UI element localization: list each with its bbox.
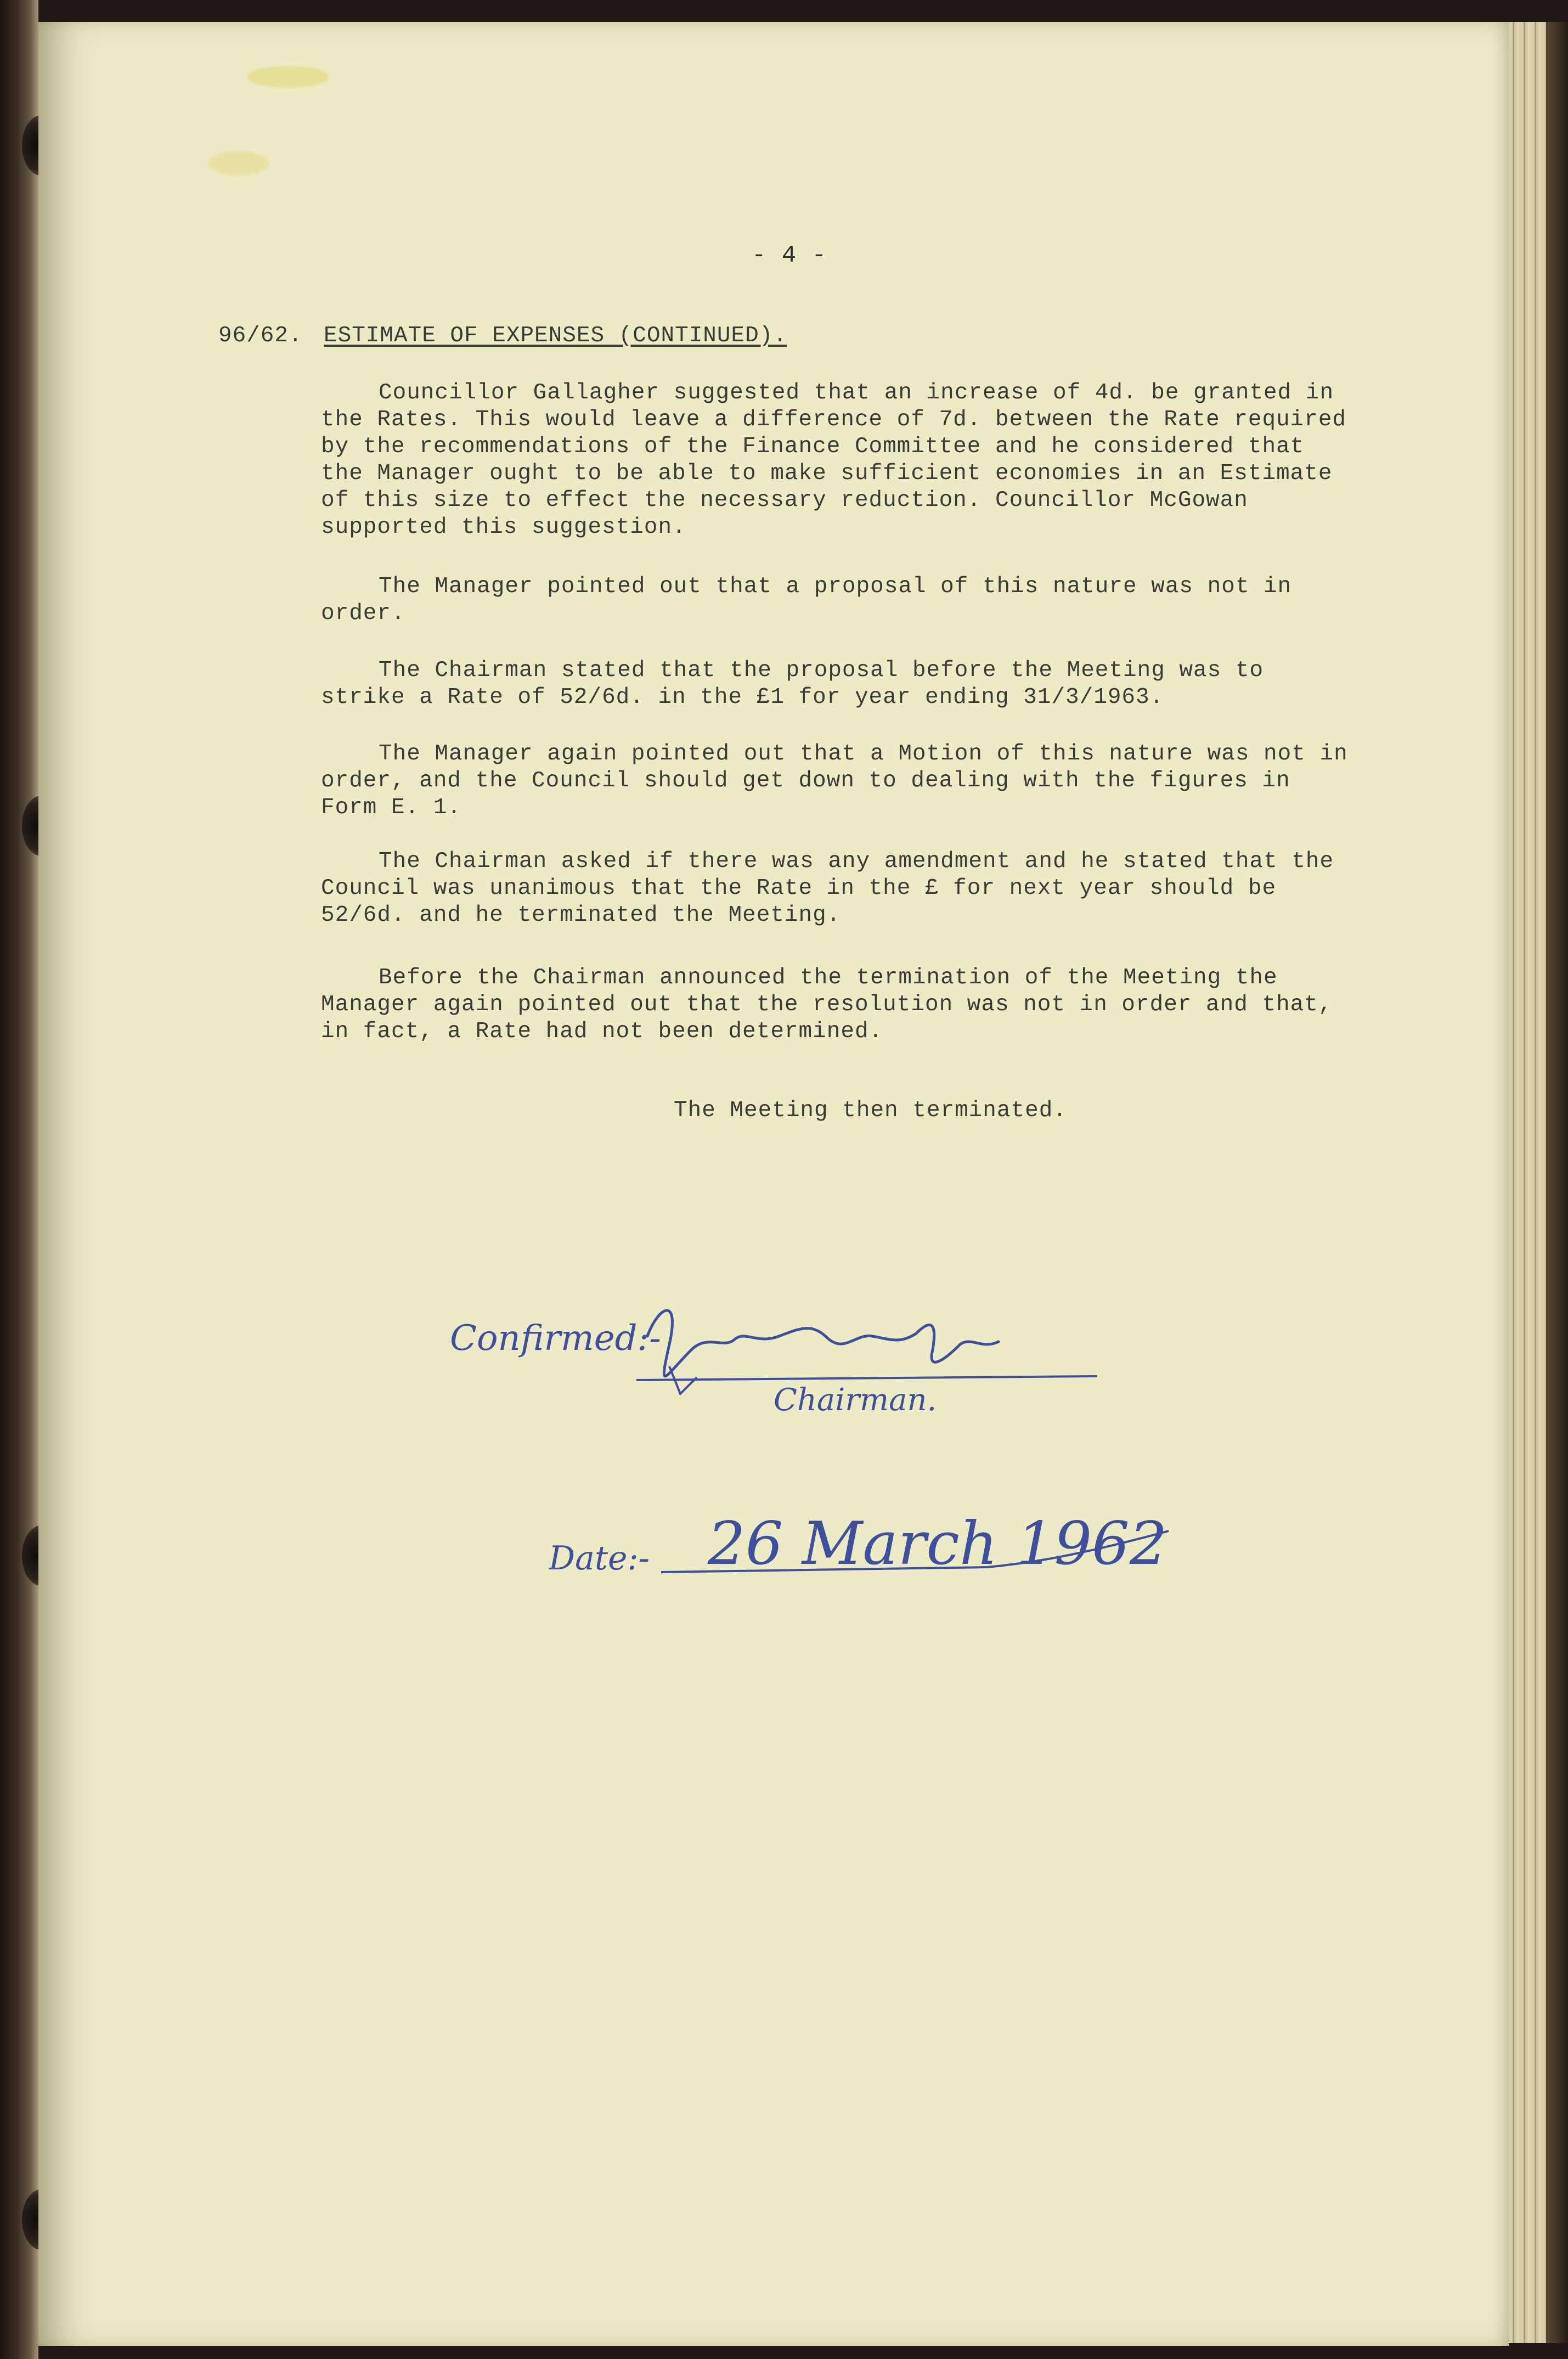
paragraph: The Chairman asked if there was any amendment and he stated that the Council was unanimous that the Rate in the £ for next year should be 52/6d. and he terminated the Meeting. <box>321 849 1334 928</box>
chairman-label: Chairman. <box>774 1382 937 1418</box>
book-binding <box>0 0 38 2359</box>
paper-stain <box>208 151 269 176</box>
handwritten-date <box>549 1504 1185 1608</box>
document-page <box>38 22 1509 2346</box>
signature-underline <box>636 1376 1097 1380</box>
date-label: Date:- <box>549 1539 650 1578</box>
minute-heading: ESTIMATE OF EXPENSES (CONTINUED). <box>324 323 787 348</box>
minute-number: 96/62. <box>218 323 303 348</box>
chairman-signature <box>450 1284 1108 1427</box>
closing-line: The Meeting then terminated. <box>674 1098 1067 1123</box>
paragraph: The Manager pointed out that a proposal of this nature was not in order. <box>321 574 1292 626</box>
paragraph: The Chairman stated that the proposal before the Meeting was to strike a Rate of 52/6d. in the £1 for year ending 31/3/1963. <box>321 658 1264 710</box>
paragraph: Before the Chairman announced the termination of the Meeting the Manager again pointed out that the resolution was not in order and that, in fact, a Rate had not been determined. <box>321 965 1333 1044</box>
paragraph: The Manager again pointed out that a Motion of this nature was not in order, and the Council should get down to dealing with the figures in Form E. 1. <box>321 741 1348 820</box>
paragraph: Councillor Gallagher suggested that an increase of 4d. be granted in the Rates. This would leave a difference of 7d. between the Rate required by the recommendations of the Finance Committee and he considered that the Manager ought to be able to make sufficient economies in an Estimate of this size to effect the necessary reduction. Councillor McGowan supported this suggestion. <box>321 380 1347 540</box>
date-value: 26 March 1962 <box>708 1510 1167 1578</box>
signature-stroke <box>647 1310 999 1376</box>
paper-stain <box>247 66 329 88</box>
page-number: - 4 - <box>752 242 827 269</box>
confirmed-label: Confirmed:- <box>450 1318 661 1359</box>
